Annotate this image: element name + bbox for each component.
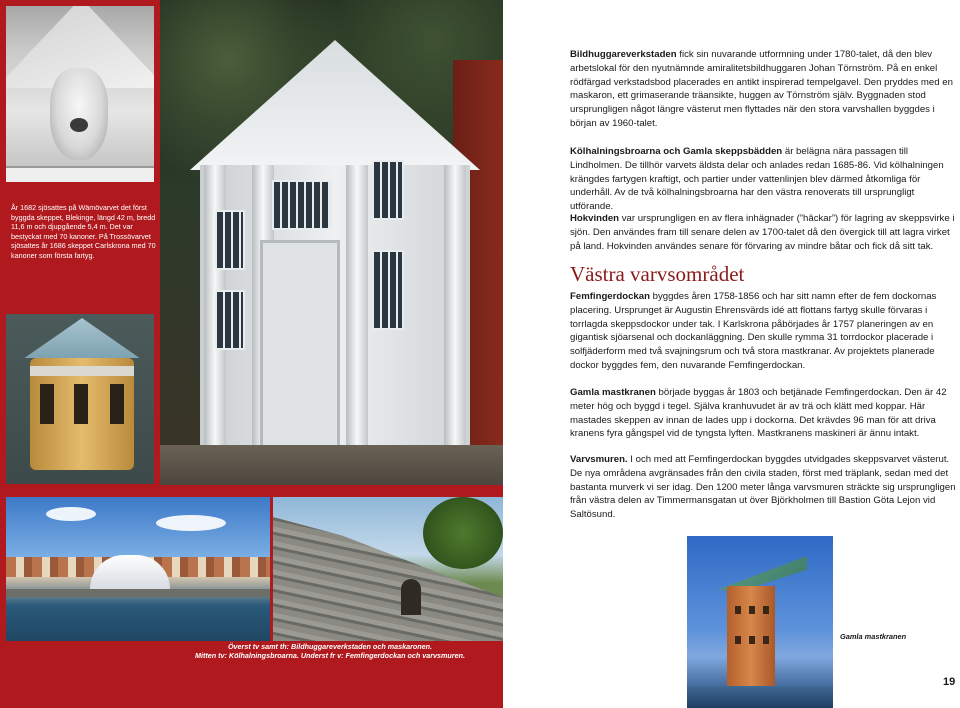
paragraph-body: I och med att Femfingerdockan byggdes utvidgades skeppsvarvet västerut. De nya områdena avgränsades från den civila staden, först med träplank, sedan med det bastanta murverk vi ser idag. Den 1200 meter långa varvsmuren sträckte sig ursprungligen från västra delen av Timmermansgatan ut över Björkholmen till Bastion Göta Lejon vid Saltösund. [570,454,956,521]
page-number: 19 [943,676,956,688]
bottom-caption [170,642,490,661]
paragraph-hokvinden [570,212,958,253]
paragraph-gamla-mastkranen [570,386,958,441]
paragraph-title: Varvsmuren. [570,454,628,465]
bottom-caption-line-1: Överst tv samt th: Bildhuggareverkstaden och maskaronen. [227,642,433,651]
paragraph-title: Kölhalningsbroarna och Gamla skeppsbädden [570,146,783,157]
right-page-text [503,0,960,708]
paragraph-body: började byggas år 1803 och betjänade Femfingerdockan. Den är 42 meter hög och byggd i tegel. Själva kranhuvudet är av trä och klätt med koppar. Här mastades skeppen av innan de lades upp i dockorna. Det krävdes 96 man för att driva kranens fyra gångspel vid de tyngsta lyften. Mastkranens maskineri är ännu intakt. [570,387,947,440]
paragraph-varvsmuren [570,453,958,522]
paragraph-title: Hokvinden [570,213,620,224]
photo-mascaron-pediment [6,6,154,182]
paragraph-femfingerdockan [570,290,958,373]
photo-gamla-mastkranen [687,536,833,708]
paragraph-body: var ursprungligen en av flera inhägnader (”hâckar”) för lagring av skeppsvirke i sjön. Den användes fram till senare delen av 1700-talet då den övergick till att lagra virket på land. Hokvinden användes senare för förvaring av mindre båtar och fick då sitt tak. [570,213,955,252]
side-caption: År 1682 sjösattes på Wämövarvet det först byggda skeppet, Blekinge, längd 42 m, bredd 11,6 m och djupgående 5,4 m. Det var bestyckat med 70 kanoner. På Trossövarvet sjösattes år 1686 skeppet Carlskrona med 70 kanoner som första fartyg. [11,203,156,260]
paragraph-title: Femfingerdockan [570,291,650,302]
photo-bildhuggareverkstaden [160,0,503,485]
photo-varvsmuren [273,497,503,641]
paragraph-body: är belägna nära passagen till Lindholmen. De tillhör varvets äldsta delar och anlades redan 1685-86. Vid kölhalningen krängdes fartygen kraftigt, och partier under vattenlinjen blev därmed åtkomliga för underhåll. Av de två kölhalningsbroarna har den västra renoverats till ursprungligt utförande. [570,146,944,213]
paragraph-title: Bildhuggareverkstaden [570,49,677,60]
paragraph-body: fick sin nuvarande utformning under 1780-talet, då den blev arbetslokal för den nyutnämnde amiralitetsbildhuggaren Johan Törnström. På en enkel rödfärgad verkstadsbod placerades en antikt inspirerad tempelgavel. Den pryddes med en maskaron, ett grimaserande träansikte, huggen av Törnström själv. Byggnaden stod ursprungligen något längre västerut men flyttades när den stora varvshallen byggdes i början av 1960-talet. [570,49,953,129]
bottom-caption-line-2: Mitten tv: Kölhalningsbroarna. Underst fr v: Femfingerdockan och varvsmuren. [195,651,465,661]
crane-caption: Gamla mastkranen [840,632,907,641]
photo-femfingerdockan [6,497,270,641]
photo-capstan-kolhalningsbroarna [6,314,154,484]
paragraph-kolhalningsbroarna [570,145,958,214]
paragraph-bildhuggareverkstaden [570,48,958,131]
paragraph-body: byggdes åren 1758-1856 och har sitt namn efter de fem dockornas placering. Ursprunget är Augustin Ehrensvärds idé att flottans fartyg skulle förvaras i torrlagda skeppsdockor under tak. I Karlskrona påbörjades år 1757 planeringen av en gigantisk sjöarsenal och dockanläggning. Den skulle rymma 31 torrdockor placerade i solfjäderform med två svajningsrum och två stora mastkranar. Av projektets planerade dockor byggdes fem, den nuvarande Femfingerdockan. [570,291,937,371]
section-heading: Västra varvsområdet [570,262,745,286]
paragraph-title: Gamla mastkranen [570,387,656,398]
